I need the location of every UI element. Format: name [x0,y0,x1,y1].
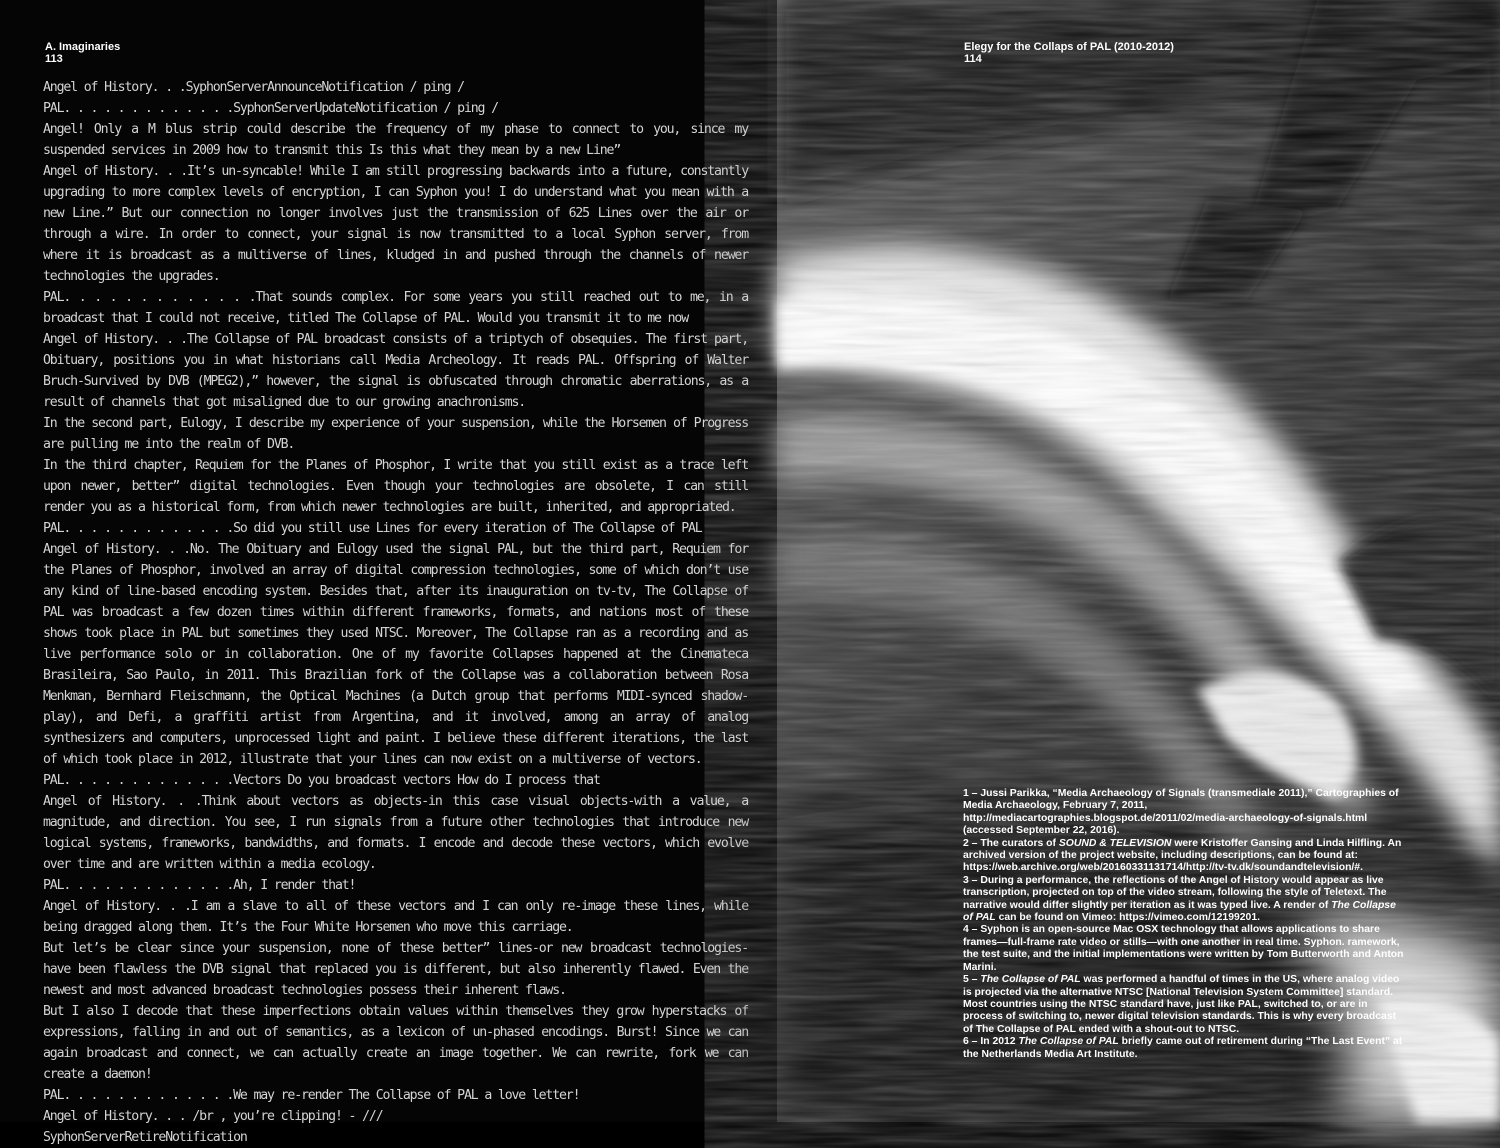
dialogue-paragraph: Angel of History. . .No. The Obituary and Eulogy used the signal PAL, but the third part, Requiem for the Planes of Phosphor, involved an array of digital compression technologies, some of which don’t use any kind of line-based encoding system. Besides that, after its inauguration on tv-tv, The Collapse of PAL was broadcast a few dozen times within different frameworks, formats, and nations most of these shows took place in PAL but sometimes they used NTSC. Moreover, The Collapse ran as a recording and as live performance solo or in collaboration. One of my favorite Collapses happened at the Cinemateca Brasileira, Sao Paulo, in 2011. This Brazilian fork of the Collapse was a collaboration between Rosa Menkman, Bernhard Fleischmann, the Optical Machines (a Dutch group that performs MIDI-synced shadow-play), and Defi, a graffiti artist from Argentina, and it involved, among an array of analog synthesizers and computers, unprocessed light and paint. I believe these different iterations, the last of which took place in 2012, illustrate that your lines can now exist on a multiverse of vectors. [43,542,748,767]
footnote-text: 5 – [963,974,981,986]
dialogue-text [43,77,748,1148]
dialogue-paragraph: Angel of History. . . /br , you’re clipping! - /// [43,1109,383,1124]
page-number: 113 [45,53,63,65]
dialogue-paragraph: Angel of History. . .I am a slave to all of these vectors and I can only re-image these lines, while being dragged along them. It’s the Four White Horsemen who move this carriage. [43,899,748,935]
dialogue-paragraph: Angel of History. . .Think about vectors as objects-in this case visual objects-with a value, a magnitude, and direction. You see, I run signals from a future other technologies that introduce new logical systems, frameworks, bandwidths, and formats. I encode and decode these vectors, which evolve over time and are written within a media ecology. [43,794,748,872]
footnote-title: The Collapse of PAL [1018,1036,1119,1048]
footnote-text: were Kristoffer Gansing and Linda Hilfling. An archived version of the project website, including descriptions, can be found at: https://web.archive.org/web/20160331131714/http://tv-tv.dk/soundandtelevision/#. [963,837,1402,874]
footnote [963,838,1407,875]
footnote [963,788,1407,838]
footnote-text: 2 – The curators of [963,837,1059,849]
dialogue-paragraph: PAL. . . . . . . . . . . . .We may re-render The Collapse of PAL a love letter! [43,1088,580,1103]
footnote-text: can be found on Vimeo: https://vimeo.com/12199201. [995,912,1260,924]
section-title: Elegy for the Collaps of PAL (2010-2012) [964,41,1174,53]
dialogue-paragraph: PAL. . . . . . . . . . . . .SyphonServerUpdateNotification / ping / [43,101,498,116]
footnote [963,924,1407,974]
running-head-right [964,41,1174,65]
footnote [963,1036,1407,1061]
footnote-title: The Collapse of PAL [963,899,1396,924]
dialogue-paragraph: PAL. . . . . . . . . . . . .Ah, I render that! [43,878,356,893]
footnote [963,974,1407,1036]
dialogue-paragraph: SyphonServerRetireNotification [43,1130,247,1145]
footnotes [963,788,1407,1061]
dialogue-paragraph: In the second part, Eulogy, I describe my experience of your suspension, while the Horsemen of Progress are pulling me into the realm of DVB. [43,416,748,452]
dialogue-paragraph: But let’s be clear since your suspension, none of these better” lines-or new broadcast technologies-have been flawless the DVB signal that replaced you is different, but also inherently flawed. Even the newest and most advanced broadcast technologies possess their inherent flaws. [43,941,748,998]
dialogue-paragraph: PAL. . . . . . . . . . . . .So did you still use Lines for every iteration of The Collapse of PAL [43,521,702,536]
footnote-text: 1 – Jussi Parikka, “Media Archaeology of Signals (transmediale 2011),” Cartographies of Media Archaeology, February 7, 2011, http://mediacartographies.blogspot.de/2011/02/media-archaeology-of-signals.html (accessed September 22, 2016). [963,788,1399,837]
dialogue-paragraph: PAL. . . . . . . . . . . . .Vectors Do you broadcast vectors How do I process that [43,773,600,788]
dialogue-paragraph: But I also I decode that these imperfections obtain values within themselves they grow hyperstacks of expressions, falling in and out of semantics, as a lexicon of un-phased encodings. Burst! Since we can again broadcast and connect, we can actually create an image together. We can rewrite, fork we can create a daemon! [43,1004,748,1082]
dialogue-paragraph: In the third chapter, Requiem for the Planes of Phosphor, I write that you still exist as a trace left upon newer, better” digital technologies. Even though your technologies are obsolete, I can still render you as a historical form, from which newer technologies are built, inherited, and appropriated. [43,458,748,515]
footnote-title: The Collapse of PAL [980,974,1081,986]
dialogue-paragraph: Angel of History. . .SyphonServerAnnounceNotification / ping / [43,80,464,95]
dialogue-paragraph: Angel of History. . .The Collapse of PAL broadcast consists of a triptych of obsequies. The first part, Obituary, positions you in what historians call Media Archeology. It reads PAL. Offspring of Walter Bruch-Survived by DVB (MPEG2),” however, the signal is obfuscated through chromatic aberrations, as a result of channels that got misaligned due to our growing anachronisms. [43,332,748,410]
footnote-text: 4 – Syphon is an open-source Mac OSX technology that allows applications to share frames—full-frame rate video or stills—with one another in real time. Syphon. ramework, the test suite, and the initial implementations were written by Tom Butterworth and Anton Marini. [963,924,1404,973]
footnote-text: briefly came out of retirement during “The Last Event” at the Netherlands Media Art Institute. [963,1036,1403,1060]
footnote [963,875,1407,925]
right-page [777,0,1500,1122]
footnote-text: was performed a handful of times in the US, where analog video is projected via the alternative NTSC [National Television System Committee] standard. Most countries using the NTSC standard have, just like PAL, switched to, or are in process of switching to, newer digital television standards. This is why every broadcast of The Collapse of PAL ended with a shout-out to NTSC. [963,974,1400,1035]
dialogue-paragraph: Angel! Only a M blus strip could describe the frequency of my phase to connect to you, since my suspended services in 2009 how to transmit this Is this what they mean by a new Line” [43,122,748,158]
footnote-text: 6 – In 2012 [963,1036,1019,1048]
dialogue-paragraph: PAL. . . . . . . . . . . . .That sounds complex. For some years you still reached out to me, in a broadcast that I could not receive, titled The Collapse of PAL. Would you transmit it to me now [43,290,748,326]
footnote-text: 3 – During a performance, the reflections of the Angel of History would appear as live transcription, projected on top of the video stream, following the style of Teletext. The narrative would differ slightly per iteration as it was typed live. A render of [963,874,1387,911]
dialogue-paragraph: Angel of History. . .It’s un-syncable! While I am still progressing backwards into a future, constantly upgrading to more complex levels of encryption, I can Syphon you! I do understand what you mean with a new Line.” But our connection no longer involves just the transmission of 625 Lines over the air or through a wire. In order to connect, your signal is now transmitted to a local Syphon server, from where it is broadcast as a multiverse of lines, kludged in and pushed through the channels of newer technologies the upgrades. [43,164,748,284]
section-title: A. Imaginaries [45,41,121,53]
page-number: 114 [964,53,982,65]
footnote-title: SOUND & TELEVISION [1058,837,1172,849]
running-head-left [45,41,120,65]
